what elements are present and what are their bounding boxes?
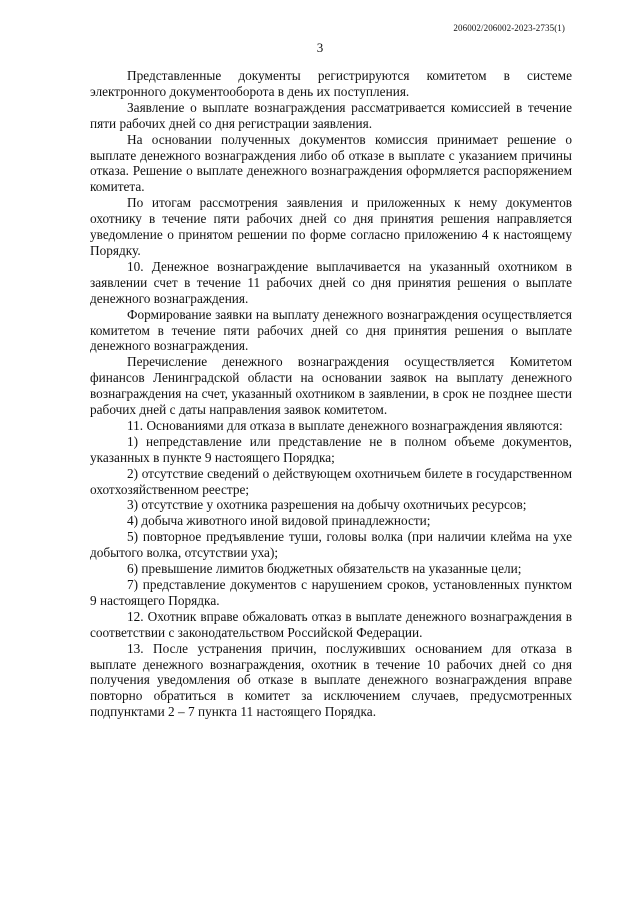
page-number: 3 xyxy=(316,40,324,55)
list-item-refusal-2: 2) отсутствие сведений о действующем охотничьем билете в государственном охотхозяйственном реестре; xyxy=(90,465,572,497)
list-item-refusal-1: 1) непредставление или представление не в полном объеме документов, указанных в пункте 9 настоящего Порядка; xyxy=(90,433,572,465)
paragraph-registration: Представленные документы регистрируются комитетом в системе электронного документооборота в день их поступления. xyxy=(90,68,572,99)
paragraph-transfer: Перечисление денежного вознаграждения осуществляется Комитетом финансов Ленинградской области на основании заявок на выплату денежного вознаграждения на счет, указанный охотником в заявлении, в срок не позднее шести рабочих дней с даты направления заявок комитетом. xyxy=(90,354,572,418)
list-item-refusal-6: 6) превышение лимитов бюджетных обязательств на указанные цели; xyxy=(127,561,522,577)
paragraph-item-12: 12. Охотник вправе обжаловать отказ в выплате денежного вознаграждения в соответствии с законодательством Российской Федерации. xyxy=(90,608,572,640)
document-registration-number: 206002/206002-2023-2735(1) xyxy=(453,23,565,33)
list-item-refusal-4: 4) добыча животного иной видовой принадлежности; xyxy=(127,513,431,529)
paragraph-review-period: Заявление о выплате вознаграждения рассматривается комиссией в течение пяти рабочих дней со дня регистрации заявления. xyxy=(90,99,572,131)
paragraph-item-10: 10. Денежное вознаграждение выплачивается на указанный охотником в заявлении счет в течение 11 рабочих дней со дня принятия решения о выплате денежного вознаграждения. xyxy=(90,258,572,306)
paragraph-payment-request: Формирование заявки на выплату денежного вознаграждения осуществляется комитетом в течение пяти рабочих дней со дня принятия решения о выплате денежного вознаграждения. xyxy=(90,306,572,354)
paragraph-notification: По итогам рассмотрения заявления и приложенных к нему документов охотнику в течение пяти рабочих дней со дня принятия решения направляется уведомление о принятом решении по форме согласно приложению 4 к настоящему Порядку. xyxy=(90,195,572,258)
document-body xyxy=(90,68,572,720)
list-item-refusal-7: 7) представление документов с нарушением сроков, установленных пунктом 9 настоящего Порядка. xyxy=(90,577,572,608)
list-item-refusal-3: 3) отсутствие у охотника разрешения на добычу охотничьих ресурсов; xyxy=(127,497,527,513)
paragraph-item-13: 13. После устранения причин, послуживших основанием для отказа в выплате денежного вознаграждения, охотник в течение 10 рабочих дней со дня получения уведомления об отказе в выплате денежного вознаграждения вправе повторно обратиться в комитет за исключением случаев, предусмотренных подпунктами 2 – 7 пункта 11 настоящего Порядка. xyxy=(90,640,572,720)
list-item-refusal-5: 5) повторное предъявление туши, головы волка (при наличии клейма на ухе добытого волка, отсутствии уха); xyxy=(90,529,572,561)
paragraph-item-11: 11. Основаниями для отказа в выплате денежного вознаграждения являются: xyxy=(127,417,563,433)
paragraph-commission-decision: На основании полученных документов комиссия принимает решение о выплате денежного вознаграждения либо об отказе в выплате с указанием причины отказа. Решение о выплате денежного вознаграждения оформляется распоряжением комитета. xyxy=(90,131,572,195)
